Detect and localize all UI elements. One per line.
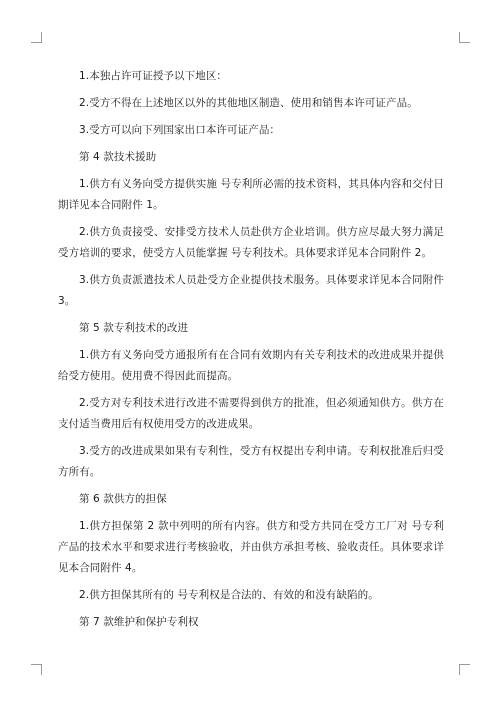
clause-item: 3.受方可以向下列国家出口本许可证产品：	[79, 124, 281, 136]
crop-mark-bottom-left	[31, 664, 42, 675]
clause-item: 2.供方担保其所有的 号专利权是合法的、有效的和没有缺陷的。	[79, 589, 379, 601]
section-heading: 第 4 款技术援助	[79, 151, 157, 163]
clause-item: 1.供方有义务向受方通报所有在合同有效期内有关专利技术的改进成果并提供给受方使用。使用费不得因此而提高。	[58, 349, 444, 382]
clause-item: 1.供方有义务向受方提供实施 号专利所必需的技术资料，其具体内容和交付日期详见本合同附件 1。	[58, 178, 444, 211]
crop-mark-bottom-right	[459, 664, 470, 675]
clause-item: 2.受方对专利技术进行改进不需要得到供方的批准，但必须通知供方。供方在支付适当费用后有权使用受方的改进成果。	[58, 397, 444, 430]
crop-mark-top-left	[31, 32, 42, 43]
clause-item: 3.供方负责派遣技术人员赴受方企业提供技术服务。具体要求详见本合同附件 3。	[58, 274, 444, 307]
section-heading: 第 7 款维护和保护专利权	[79, 616, 199, 628]
clause-item: 1.本独占许可证授予以下地区：	[79, 70, 228, 82]
section-heading: 第 6 款供方的担保	[79, 493, 167, 505]
document-body	[58, 66, 444, 639]
clause-item: 2.供方负责接受、安排受方技术人员赴供方企业培训。供方应尽最大努力满足受方培训的要求，使受方人员能掌握 号专利技术。具体要求详见本合同附件 2。	[58, 226, 444, 259]
crop-mark-top-right	[459, 32, 470, 43]
clause-item: 1.供方担保第 2 款中列明的所有内容。供方和受方共同在受方工厂对 号专利产品的技术水平和要求进行考核验收，并由供方承担考核、验收责任。具体要求详见本合同附件 4。	[58, 520, 444, 574]
clause-item: 3.受方的改进成果如果有专利性，受方有权提出专利申请。专利权批准后归受方所有。	[58, 445, 444, 478]
clause-item: 2.受方不得在上述地区以外的其他地区制造、使用和销售本许可证产品。	[79, 97, 418, 109]
section-heading: 第 5 款专利技术的改进	[79, 322, 189, 334]
